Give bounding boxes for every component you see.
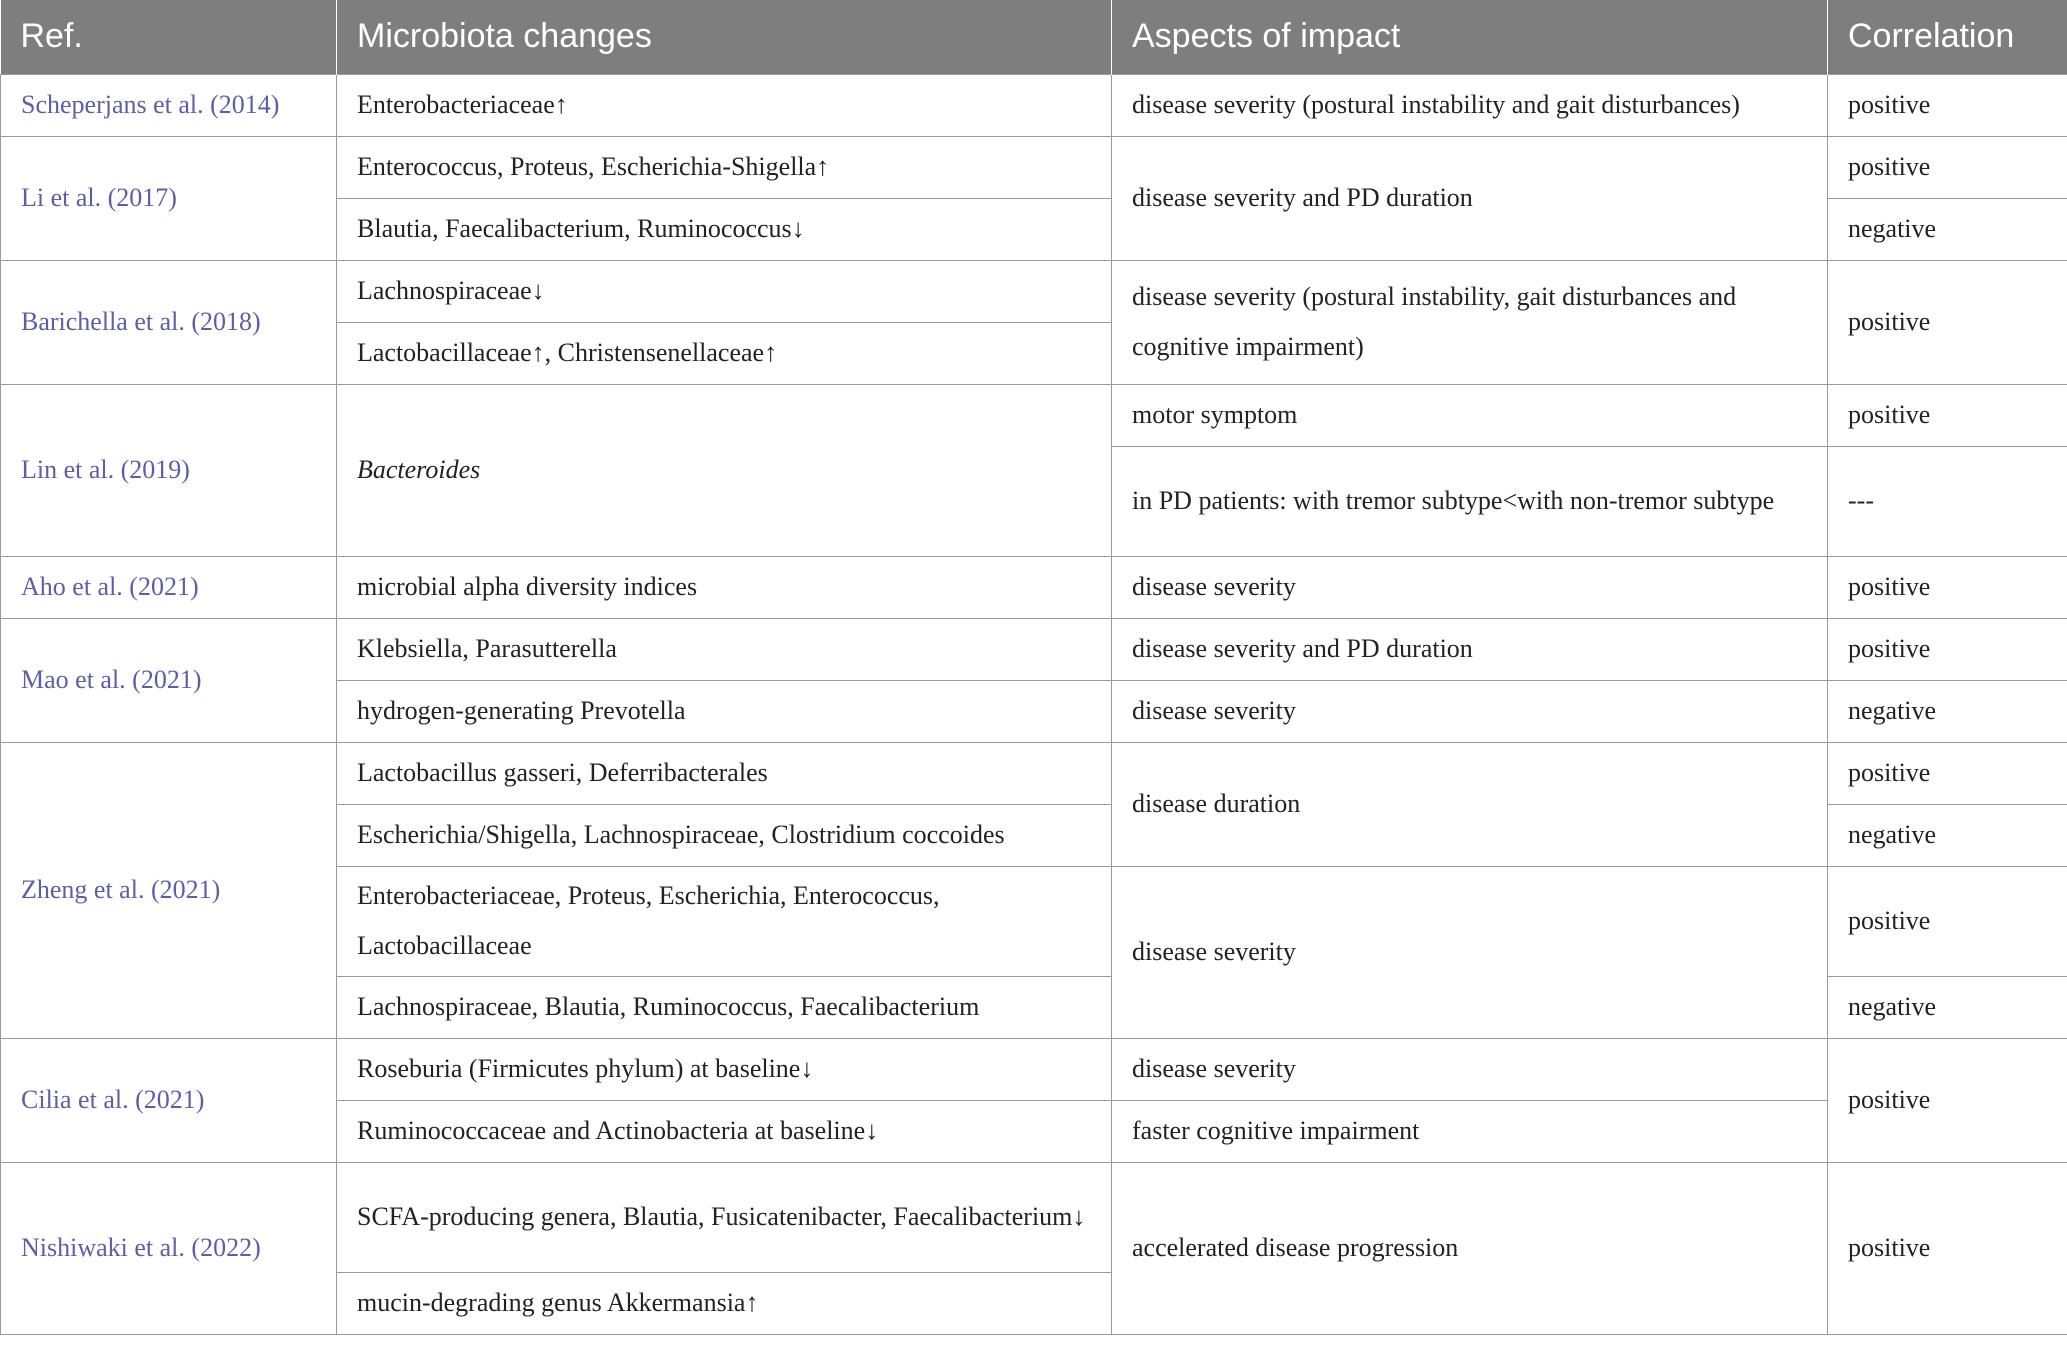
microbiota-cell: hydrogen-generating Prevotella [337,680,1112,742]
microbiota-cell: Lachnospiraceae↓ [337,260,1112,322]
ref-link[interactable]: Zheng et al. (2021) [1,742,337,1038]
microbiota-cell: SCFA-producing genera, Blautia, Fusicatenibacter, Faecalibacterium↓ [337,1162,1112,1272]
table-row [1,742,2067,804]
correlation-cell: negative [1828,198,2067,260]
correlation-cell: positive [1828,136,2067,198]
correlation-cell: positive [1828,866,2067,976]
table-row [1,1038,2067,1100]
correlation-cell: positive [1828,742,2067,804]
header-microbiota-changes: Microbiota changes [337,0,1112,74]
microbiota-cell: Roseburia (Firmicutes phylum) at baseline↓ [337,1038,1112,1100]
correlation-cell: positive [1828,1162,2067,1334]
table-row [1,384,2067,446]
ref-link[interactable]: Li et al. (2017) [1,136,337,260]
correlation-cell: negative [1828,804,2067,866]
microbiota-cell: Enterobacteriaceae, Proteus, Escherichia, Enterococcus, Lactobacillaceae [337,866,1112,976]
table-row [1,260,2067,322]
ref-link[interactable]: Scheperjans et al. (2014) [1,74,337,136]
microbiota-cell: Lachnospiraceae, Blautia, Ruminococcus, Faecalibacterium [337,976,1112,1038]
aspects-cell: motor symptom [1112,384,1828,446]
table-row [1,74,2067,136]
aspects-cell: disease severity and PD duration [1112,618,1828,680]
microbiota-cell: Lactobacillus gasseri, Deferribacterales [337,742,1112,804]
ref-link[interactable]: Nishiwaki et al. (2022) [1,1162,337,1334]
microbiota-cell: Blautia, Faecalibacterium, Ruminococcus↓ [337,198,1112,260]
correlation-cell: positive [1828,618,2067,680]
correlation-cell: positive [1828,384,2067,446]
correlation-cell: negative [1828,976,2067,1038]
microbiota-cell: Enterobacteriaceae↑ [337,74,1112,136]
table-header-row [1,0,2067,74]
aspects-cell: disease severity [1112,866,1828,1038]
ref-link[interactable]: Aho et al. (2021) [1,556,337,618]
header-correlation: Correlation [1828,0,2067,74]
aspects-cell: accelerated disease progression [1112,1162,1828,1334]
ref-link[interactable]: Lin et al. (2019) [1,384,337,556]
ref-link[interactable]: Cilia et al. (2021) [1,1038,337,1162]
aspects-cell: disease severity [1112,556,1828,618]
microbiota-cell: Ruminococcaceae and Actinobacteria at baseline↓ [337,1100,1112,1162]
aspects-cell: disease severity and PD duration [1112,136,1828,260]
microbiota-cell: Klebsiella, Parasutterella [337,618,1112,680]
aspects-cell: disease severity [1112,1038,1828,1100]
header-aspects-of-impact: Aspects of impact [1112,0,1828,74]
table-row [1,136,2067,198]
microbiota-cell: Bacteroides [337,384,1112,556]
aspects-cell: disease duration [1112,742,1828,866]
correlation-cell: positive [1828,556,2067,618]
header-ref: Ref. [1,0,337,74]
aspects-cell: disease severity [1112,680,1828,742]
aspects-cell: disease severity (postural instability, gait disturbances and cognitive impairment) [1112,260,1828,384]
correlation-cell: positive [1828,260,2067,384]
microbiota-cell: Escherichia/Shigella, Lachnospiraceae, Clostridium coccoides [337,804,1112,866]
microbiota-cell: microbial alpha diversity indices [337,556,1112,618]
correlation-cell: negative [1828,680,2067,742]
aspects-cell: disease severity (postural instability and gait disturbances) [1112,74,1828,136]
correlation-cell: positive [1828,74,2067,136]
ref-link[interactable]: Barichella et al. (2018) [1,260,337,384]
microbiota-cell: mucin-degrading genus Akkermansia↑ [337,1272,1112,1334]
table-row [1,618,2067,680]
table-row [1,1162,2067,1272]
correlation-cell: --- [1828,446,2067,556]
correlation-cell: positive [1828,1038,2067,1162]
microbiota-cell: Enterococcus, Proteus, Escherichia-Shigella↑ [337,136,1112,198]
table-row [1,556,2067,618]
microbiota-cell: Lactobacillaceae↑, Christensenellaceae↑ [337,322,1112,384]
aspects-cell: in PD patients: with tremor subtype<with non-tremor subtype [1112,446,1828,556]
ref-link[interactable]: Mao et al. (2021) [1,618,337,742]
aspects-cell: faster cognitive impairment [1112,1100,1828,1162]
